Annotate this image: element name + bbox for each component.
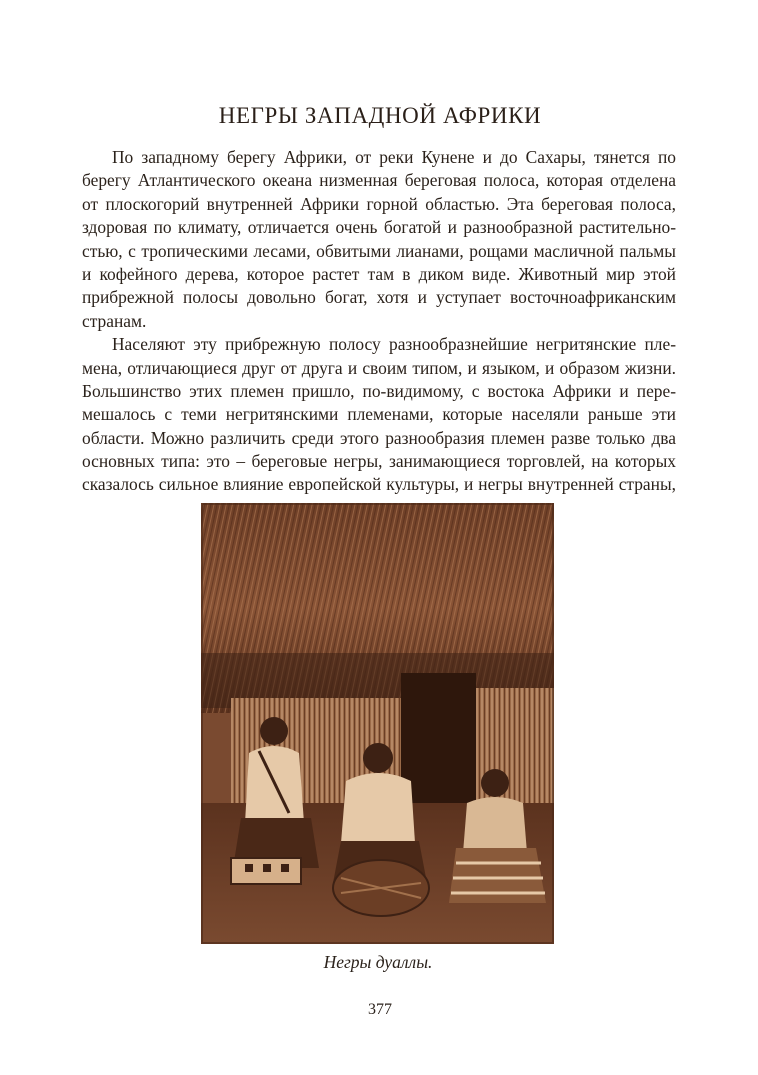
photo-illustration <box>201 503 554 944</box>
text-line: от плоскогорий внутренней Африки горной областью. Эта береговая полоса, <box>82 193 676 214</box>
text-line: берегу Атлантического океана низменная береговая полоса, которая отделена <box>82 170 676 191</box>
text-line: странам. <box>82 310 147 331</box>
page-number: 377 <box>368 1001 392 1018</box>
text-line: стью, с тропическими лесами, обвитыми лианами, рощами масличной пальмы <box>82 240 676 261</box>
text-line: Большинство этих племен пришло, по-видимому, с востока Африки и пере- <box>82 380 676 401</box>
text-line: здоровая по климату, отличается очень богатой и разнообразной растительно- <box>82 217 676 238</box>
photo-caption: Негры дуаллы. <box>323 952 433 972</box>
text-line: прибрежной полосы довольно богат, хотя и уступает восточноафриканским <box>82 287 676 308</box>
text-line: области. Можно различить среди этого разнообразия племен разве только два <box>82 427 676 448</box>
photo-duala-men <box>201 503 554 944</box>
text-line: сказалось сильное влияние европейской культуры, и негры внутренней страны, <box>82 474 676 495</box>
text-line: По западному берегу Африки, от реки Кунене и до Сахары, тянется по <box>112 147 676 167</box>
text-line: мешалось с теми негритянскими племенами, которые населяли раньше эти <box>82 404 676 425</box>
body-text <box>82 146 676 497</box>
doorway <box>401 673 476 808</box>
text-line: и кофейного дерева, которое растет там в диком виде. Животный мир этой <box>82 263 676 284</box>
text-line: основных типа: это – береговые негры, занимающиеся торговлей, на которых <box>82 451 676 472</box>
page-title: НЕГРЫ ЗАПАДНОЙ АФРИКИ <box>218 103 542 128</box>
text-line: Населяют эту прибрежную полосу разнообразнейшие негритянские пле- <box>112 334 676 355</box>
text-line: мена, отличающиеся друг от друга и своим типом, и языком, и образом жизни. <box>82 357 676 378</box>
